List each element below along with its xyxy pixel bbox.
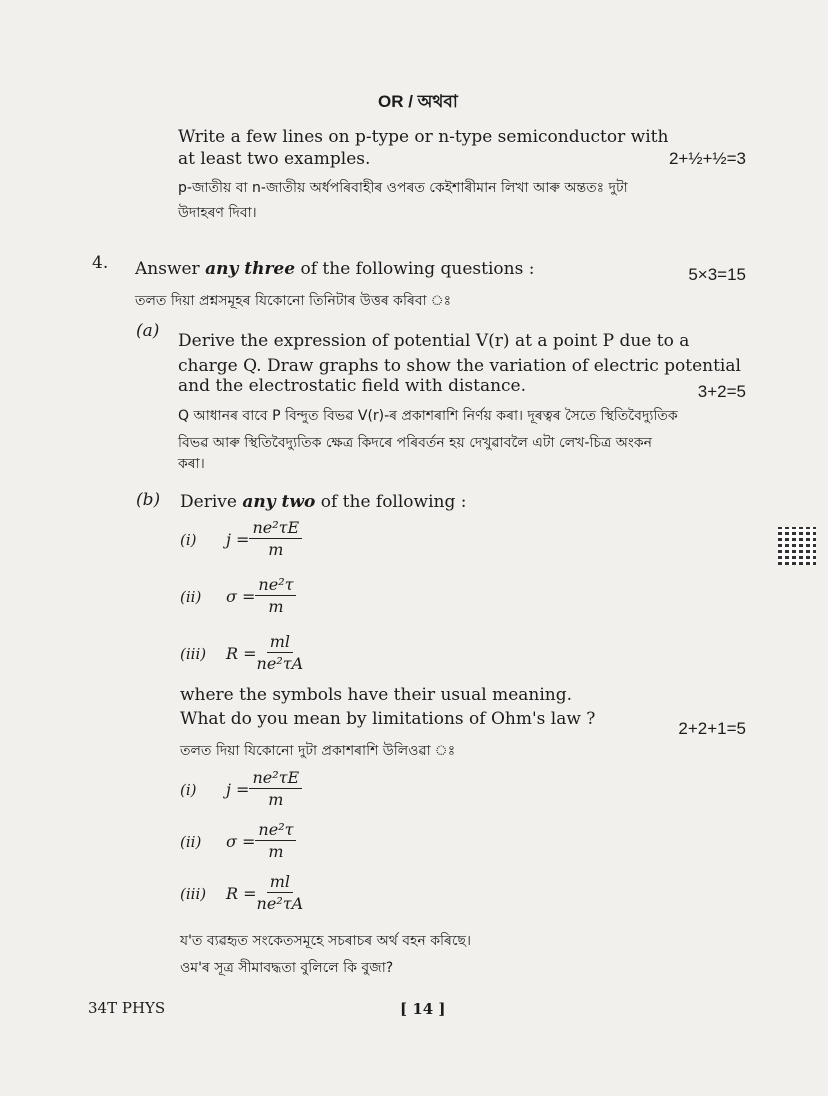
q4b-instruction: Derive any two of the following : <box>180 492 467 512</box>
q4b-assamese-ohm: ওম'ৰ সূত্ৰ সীমাবদ্ধতা বুলিলে কি বুজা? <box>180 960 394 976</box>
q4a-line3: and the electrostatic field with distance. <box>178 376 527 396</box>
q4b-assamese-symbols: য'ত ব্যৱহৃত সংকেতসমূহে সচৰাচৰ অৰ্থ বহন কৰিছে। <box>180 933 472 949</box>
q4a-assamese-1: Q আধানৰ বাবে P বিন্দুত বিভৱ V(r)-ৰ প্ৰকাশৰাশি নিৰ্ণয় কৰা। দূৰত্বৰ সৈতে স্থিতিবৈদ্যুতিক <box>178 408 678 424</box>
q4-number: 4. <box>92 253 109 273</box>
q4b-ohm-line: What do you mean by limitations of Ohm's law ? <box>180 709 596 729</box>
q3-or-assamese-1: p-জাতীয় বা n-জাতীয় অৰ্ধপৰিবাহীৰ ওপৰত কেইশাৰীমান লিখা আৰু অন্ততঃ দুটা <box>178 180 628 196</box>
qr-code-icon <box>778 527 816 565</box>
q4b-assamese: তলত দিয়া যিকোনো দুটা প্ৰকাশৰাশি উলিওৱা ঃ <box>180 743 456 759</box>
equation-conductivity: (ii) σ = $\frac{\text{ne²τ}}{m}$ <box>180 575 296 618</box>
q4a-assamese-3: কৰা। <box>178 456 205 472</box>
q3-or-assamese-2: উদাহৰণ দিবা। <box>178 205 257 221</box>
q4b-label: (b) <box>136 490 161 510</box>
q4a-marks: 3+2=5 <box>697 382 746 401</box>
equation-resistance: (iii) R = $\frac{ml}{\text{ne²τA}}$ <box>180 632 304 673</box>
equation-resistance-as: (iii) R = $\frac{ml}{\text{ne²τA}}$ <box>180 872 304 913</box>
q4a-assamese-2: বিভৱ আৰু স্থিতিবৈদ্যুতিক ক্ষেত্ৰ কিদৰে পৰিবৰ্তন হয় দেখুৱাবলৈ এটা লেখ-চিত্ৰ অংকন <box>178 435 653 451</box>
q4a-label: (a) <box>136 321 160 341</box>
equation-current-density-as: (i) j = $\frac{\text{ne²τE}}{m}$ <box>180 768 302 811</box>
equation-conductivity-as: (ii) σ = $\frac{\text{ne²τ}}{m}$ <box>180 820 296 863</box>
q4-marks: 5×3=15 <box>688 265 746 284</box>
or-heading: OR / অথবা <box>378 92 458 111</box>
equation-current-density: (i) j = $\frac{\text{ne²τE}}{m}$ <box>180 518 302 561</box>
footer-page-number: [ 14 ] <box>400 1000 446 1018</box>
q4b-symbols-line: where the symbols have their usual meaning. <box>180 685 573 705</box>
q4b-marks: 2+2+1=5 <box>678 719 746 738</box>
q4-assamese: তলত দিয়া প্ৰশ্নসমূহৰ যিকোনো তিনিটাৰ উত্তৰ কৰিবা ঃ <box>135 293 452 309</box>
q4a-line1: Derive the expression of potential V(r) at a point P due to a <box>178 331 690 351</box>
q4a-line2: charge Q. Draw graphs to show the variation of electric potential <box>178 356 741 376</box>
footer-code: 34T PHYS <box>88 999 166 1017</box>
q4-instruction: Answer any three of the following questions : <box>135 259 535 279</box>
q3-or-line1: Write a few lines on p-type or n-type semiconductor with <box>178 127 669 147</box>
q3-or-marks: 2+½+½=3 <box>668 149 746 168</box>
q3-or-line2: at least two examples. <box>178 149 371 169</box>
